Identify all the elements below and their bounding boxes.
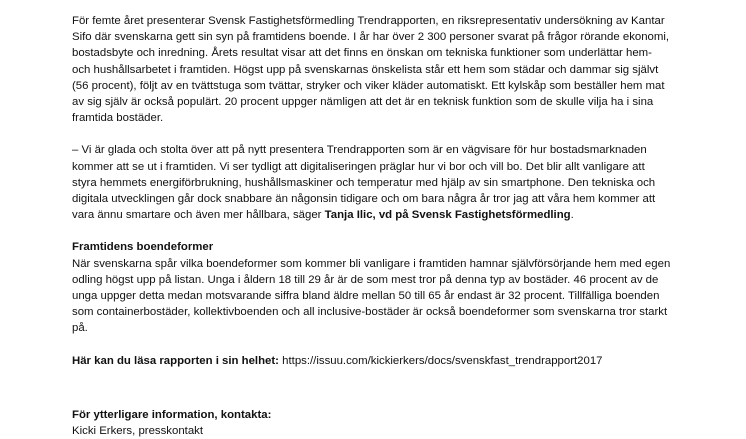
contact-block — [72, 407, 672, 439]
report-link-line — [72, 353, 672, 369]
contact-name: Kicki Erkers, presskontakt — [72, 425, 204, 438]
quote-attribution: Tanja Ilic, vd på Svensk Fastighetsförmedling — [324, 209, 571, 222]
contact-heading: För ytterligare information, kontakta: — [72, 408, 272, 421]
quote-text: – Vi är glada och stolta över att på nytt presentera Trendrapporten som är en vägvisare för hur bostadsmarknaden kommer att se ut i framtiden. Vi ser tydligt att digitaliseringen präglar hur vi bor och vill bo. Det blir allt vanligare att styra hemmets energiförbrukning, hushållsmaskiner och temperatur med hjälp av sin smartphone. Den tekniska och digitala utvecklingen går dock snabbare än någonsin tidigare och om bara några år tror jag att våra hem kommer att vara ännu smartare och även mer hållbara, säger — [72, 144, 656, 222]
report-link-url[interactable]: https://issuu.com/kickierkers/docs/svenskfast_trendrapport2017 — [282, 354, 603, 367]
quote-paragraph — [72, 142, 672, 223]
section-body: När svenskarna spår vilka boendeformer som kommer bli vanligare i framtiden hamnar självförsörjande hem med egen odling högst upp på listan. Unga i åldern 18 till 29 år är de som mest tror på denna typ av bostäder. 46 procent av de unga uppger detta medan motsvarande siffra bland äldre mellan 50 till 65 år endast är 32 procent. Tillfälliga boenden som containerbostäder, kollektivboenden och all inclusive-bostäder är också boendeformer som svenskarna tror starkt på. — [72, 257, 671, 335]
quote-end: . — [570, 209, 574, 222]
section-housing-forms — [72, 239, 672, 336]
intro-paragraph: För femte året presenterar Svensk Fastighetsförmedling Trendrapporten, en riksrepresentativ undersökning av Kantar Sifo där svenskarna gett sin syn på framtidens boende. I år har över 2 300 personer svarat på frågor rörande ekonomi, bostadsbyte och inredning. Årets resultat visar att det finns en önskan om tekniska funktioner som underlättar hem- och hushållsarbetet i framtiden. Högst upp på svenskarnas önskelista står ett hem som städar och dammar sig självt (56 procent), följt av en tvättstuga som tvättar, stryker och viker kläder automatiskt. Ett kylskåp som beställer hem mat av sig själv är också populärt. 20 procent uppger nämligen att det är en teknisk funktion som de skulle vilja ha i sina framtida bostäder. — [72, 15, 670, 125]
section-heading: Framtidens boendeformer — [72, 241, 214, 254]
press-release-page — [72, 13, 672, 439]
spacer — [72, 385, 672, 407]
report-link-label: Här kan du läsa rapporten i sin helhet: — [72, 354, 279, 367]
